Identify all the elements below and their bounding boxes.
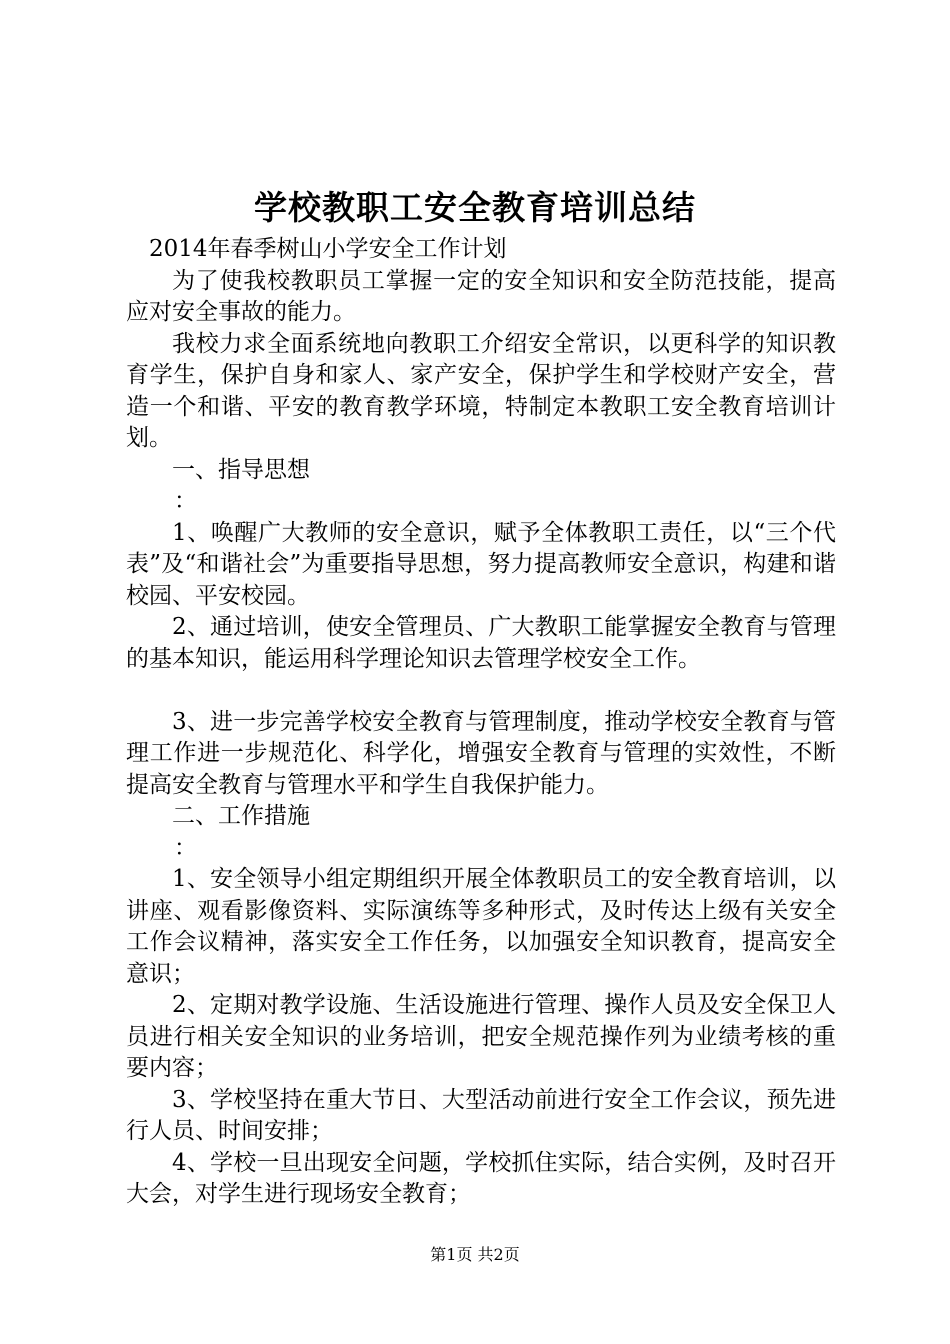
document-body bbox=[126, 234, 836, 1211]
list-item: 2、定期对教学设施、生活设施进行管理、操作人员及安全保卫人员进行相关安全知识的业务培训，把安全规范操作列为业绩考核的重要内容； bbox=[126, 992, 836, 1081]
document-title: 学校教职工安全教育培训总结 bbox=[254, 188, 696, 227]
section-heading-work-measures: 二、工作措施 bbox=[172, 803, 310, 829]
plan-subtitle: 2014年春季树山小学安全工作计划 bbox=[149, 236, 507, 262]
paragraph-gap bbox=[126, 675, 836, 707]
page-footer: 第1页 共2页 bbox=[430, 1245, 520, 1264]
list-item: 1、安全领导小组定期组织开展全体教职员工的安全教育培训，以讲座、观看影像资料、实际演练等多种形式，及时传达上级有关安全工作会议精神，落实安全工作任务，以加强安全知识教育，提高安全意识； bbox=[126, 866, 836, 987]
section-colon: ： bbox=[174, 834, 197, 861]
section-colon: ： bbox=[174, 488, 197, 514]
list-item: 2、通过培训，使安全管理员、广大教职工能掌握安全教育与管理的基本知识，能运用科学理论知识去管理学校安全工作。 bbox=[126, 614, 836, 672]
intro-paragraph-2: 我校力求全面系统地向教职工介绍安全常识，以更科学的知识教育学生，保护自身和家人、家产安全，保护学生和学校财产安全，营造一个和谐、平安的教育教学环境，特制定本教职工安全教育培训计划。 bbox=[126, 330, 836, 451]
intro-paragraph-1: 为了使我校教职员工掌握一定的安全知识和安全防范技能，提高应对安全事故的能力。 bbox=[126, 267, 836, 325]
list-item: 3、学校坚持在重大节日、大型活动前进行安全工作会议，预先进行人员、时间安排； bbox=[126, 1086, 836, 1144]
list-item: 1、唤醒广大教师的安全意识，赋予全体教职工责任，以“三个代表”及“和谐社会”为重要指导思想，努力提高教师安全意识，构建和谐校园、平安校园。 bbox=[126, 519, 836, 609]
section-heading-guiding-ideology: 一、指导思想 bbox=[172, 456, 310, 483]
list-item: 4、学校一旦出现安全问题，学校抓住实际，结合实例，及时召开大会，对学生进行现场安全教育； bbox=[126, 1149, 836, 1207]
list-item: 3、进一步完善学校安全教育与管理制度，推动学校安全教育与管理工作进一步规范化、科学化，增强安全教育与管理的实效性，不断提高安全教育与管理水平和学生自我保护能力。 bbox=[126, 708, 836, 798]
